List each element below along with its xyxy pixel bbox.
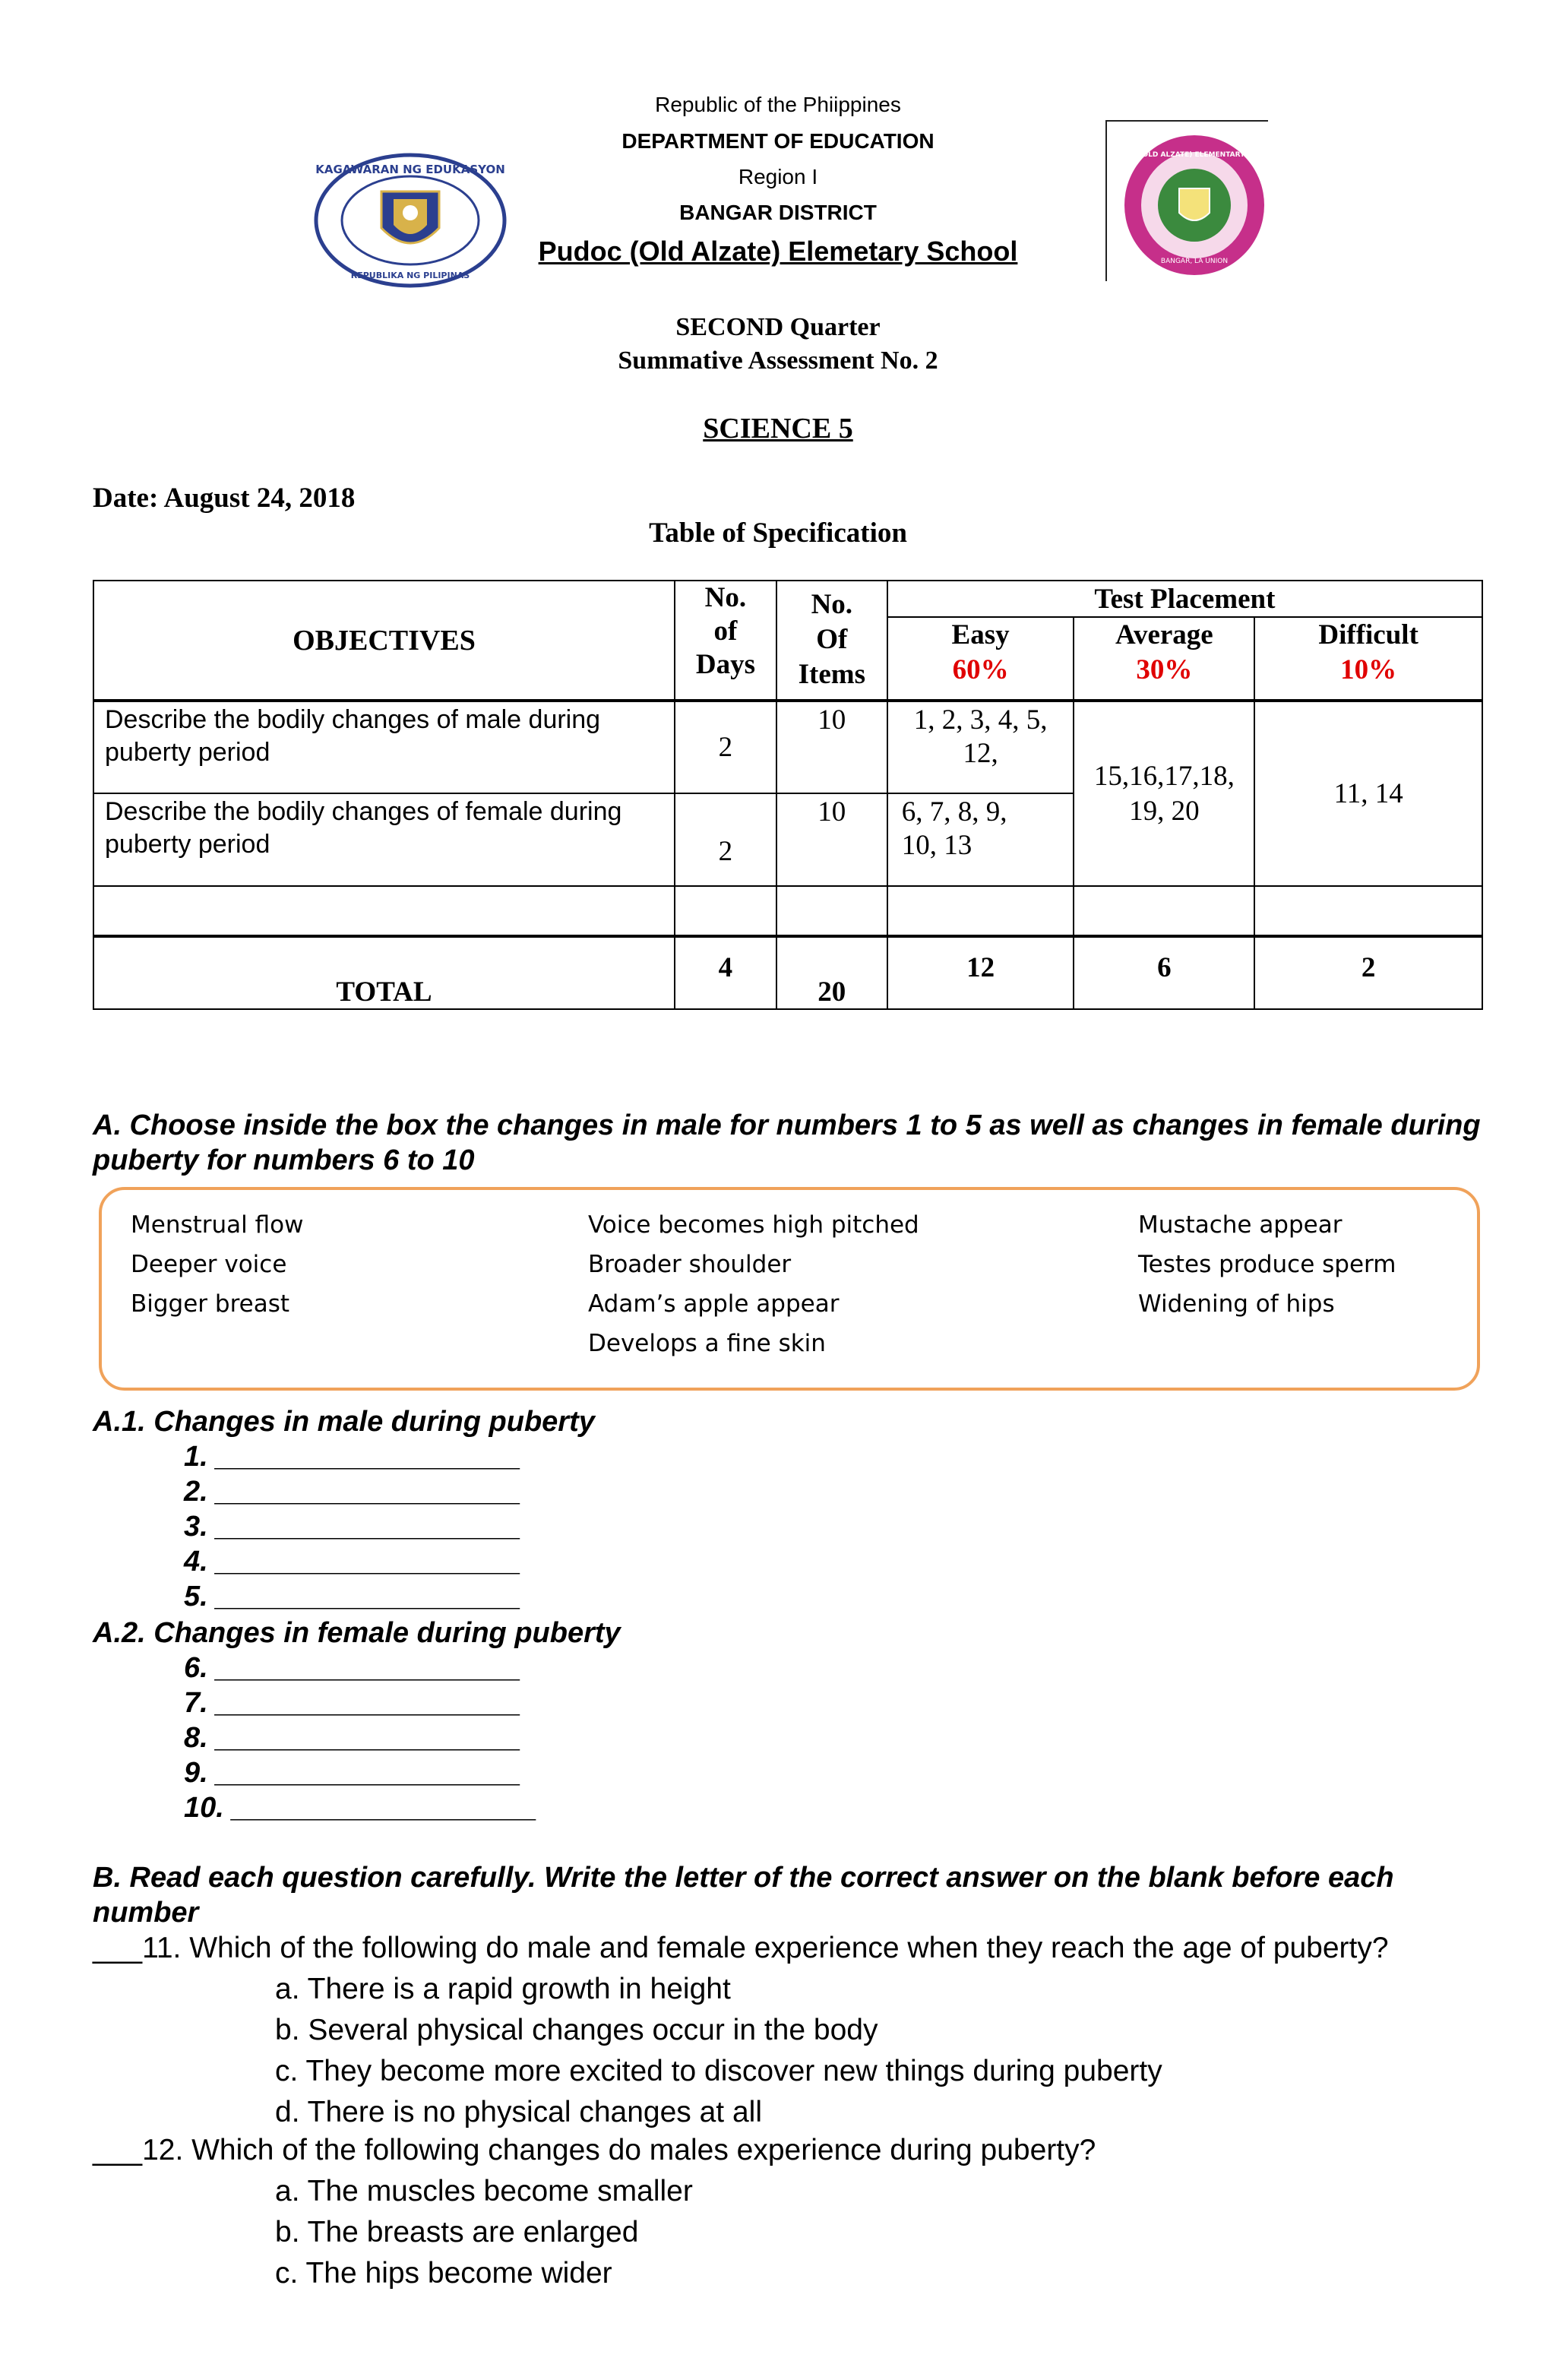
date-line: Date: August 24, 2018	[93, 483, 356, 514]
district-line: BANGAR DISTRICT	[679, 201, 877, 224]
objective-male: Describe the bodily changes of male during puberty period	[93, 701, 675, 793]
answer-blank-5[interactable]: 5. ___________________	[184, 1581, 521, 1613]
choice-item: Develops a fine skin	[588, 1330, 826, 1357]
difficult-items: 11, 14	[1254, 701, 1482, 886]
option-11c: c. They become more excited to discover new things during puberty	[275, 2055, 1162, 2087]
region-line: Region I	[738, 165, 818, 188]
choice-item: Menstrual flow	[131, 1211, 304, 1239]
assessment-line: Summative Assessment No. 2	[618, 347, 938, 375]
department-line: DEPARTMENT OF EDUCATION	[621, 129, 935, 153]
republic-line: Republic of the Phiippines	[655, 93, 901, 116]
svg-text:BANGAR, LA UNION: BANGAR, LA UNION	[1160, 258, 1229, 265]
school-name: Pudoc (Old Alzate) Elemetary School	[538, 236, 1018, 267]
choice-item: Deeper voice	[131, 1251, 287, 1278]
answer-blank-6[interactable]: 6. ___________________	[184, 1652, 521, 1684]
answer-blank-1[interactable]: 1. ___________________	[184, 1441, 521, 1473]
header-easy: Easy 60%	[887, 617, 1074, 701]
answer-blank-7[interactable]: 7. ___________________	[184, 1687, 521, 1719]
answer-blank-2[interactable]: 2. ___________________	[184, 1476, 521, 1508]
choice-item: Widening of hips	[1138, 1290, 1335, 1318]
choice-item: Testes produce sperm	[1138, 1251, 1396, 1278]
table-row	[93, 701, 1482, 793]
choice-item: Voice becomes high pitched	[588, 1211, 919, 1239]
header-test-placement: Test Placement	[887, 581, 1482, 617]
total-days: 4	[675, 936, 776, 1009]
header-items: No. Of Items	[776, 581, 887, 701]
section-a-instruction: A. Choose inside the box the changes in male for numbers 1 to 5 as well as changes in female during puberty for numbers 6 to 10	[93, 1109, 1481, 1176]
option-12b: b. The breasts are enlarged	[275, 2216, 639, 2249]
days-male: 2	[675, 701, 776, 793]
total-difficult: 2	[1254, 936, 1482, 1009]
svg-text:REPUBLIKA NG PILIPINAS: REPUBLIKA NG PILIPINAS	[350, 271, 470, 280]
tos-title: Table of Specification	[649, 517, 907, 549]
school-seal-logo	[1105, 120, 1268, 281]
total-items: 20	[776, 936, 887, 1009]
days-female: 2	[675, 793, 776, 886]
table-row-total	[93, 936, 1482, 1009]
quarter-line: SECOND Quarter	[675, 313, 881, 341]
choice-item: Adam’s apple appear	[588, 1290, 840, 1318]
section-b-instruction: B. Read each question carefully. Write the letter of the correct answer on the blank before each number	[93, 1862, 1394, 1929]
answer-blank-9[interactable]: 9. ___________________	[184, 1757, 521, 1789]
easy-male: 1, 2, 3, 4, 5, 12,	[887, 701, 1074, 793]
answer-blank-4[interactable]: 4. ___________________	[184, 1546, 521, 1578]
question-12: ___12. Which of the following changes do males experience during puberty?	[93, 2134, 1096, 2166]
total-easy: 12	[887, 936, 1074, 1009]
svg-text:KAGAWARAN NG EDUKASYON: KAGAWARAN NG EDUKASYON	[315, 163, 505, 176]
table-of-specification	[93, 580, 1483, 1010]
choice-item: Bigger breast	[131, 1290, 290, 1318]
average-items: 15,16,17,18, 19, 20	[1074, 701, 1254, 886]
choice-item: Mustache appear	[1138, 1211, 1343, 1239]
items-male: 10	[776, 701, 887, 793]
option-12c: c. The hips become wider	[275, 2257, 612, 2290]
answer-blank-8[interactable]: 8. ___________________	[184, 1722, 521, 1754]
option-11a: a. There is a rapid growth in height	[275, 1973, 731, 2005]
answer-blank-10[interactable]: 10. ___________________	[184, 1792, 537, 1824]
header-days: No. of Days	[675, 581, 776, 701]
header-average: Average 30%	[1074, 617, 1254, 701]
answer-blank-3[interactable]: 3. ___________________	[184, 1511, 521, 1543]
deped-seal-logo	[312, 152, 509, 289]
a2-title: A.2. Changes in female during puberty	[93, 1617, 621, 1649]
total-label: TOTAL	[93, 936, 675, 1009]
svg-text:PUDOC (OLD ALZATE) ELEMENTARY: PUDOC (OLD ALZATE) ELEMENTARY SCHOOL	[1109, 151, 1268, 159]
option-11d: d. There is no physical changes at all	[275, 2096, 762, 2128]
header-objectives: OBJECTIVES	[93, 581, 675, 701]
items-female: 10	[776, 793, 887, 886]
header-difficult: Difficult 10%	[1254, 617, 1482, 701]
a1-title: A.1. Changes in male during puberty	[93, 1406, 595, 1438]
total-average: 6	[1074, 936, 1254, 1009]
choice-item: Broader shoulder	[588, 1251, 792, 1278]
question-11: ___11. Which of the following do male and female experience when they reach the age of puberty?	[93, 1932, 1389, 1964]
subject-title: SCIENCE 5	[703, 413, 853, 445]
option-12a: a. The muscles become smaller	[275, 2175, 693, 2208]
objective-female: Describe the bodily changes of female during puberty period	[93, 793, 675, 886]
option-11b: b. Several physical changes occur in the body	[275, 2014, 878, 2046]
easy-female: 6, 7, 8, 9, 10, 13	[887, 793, 1074, 886]
table-row-empty	[93, 886, 1482, 936]
